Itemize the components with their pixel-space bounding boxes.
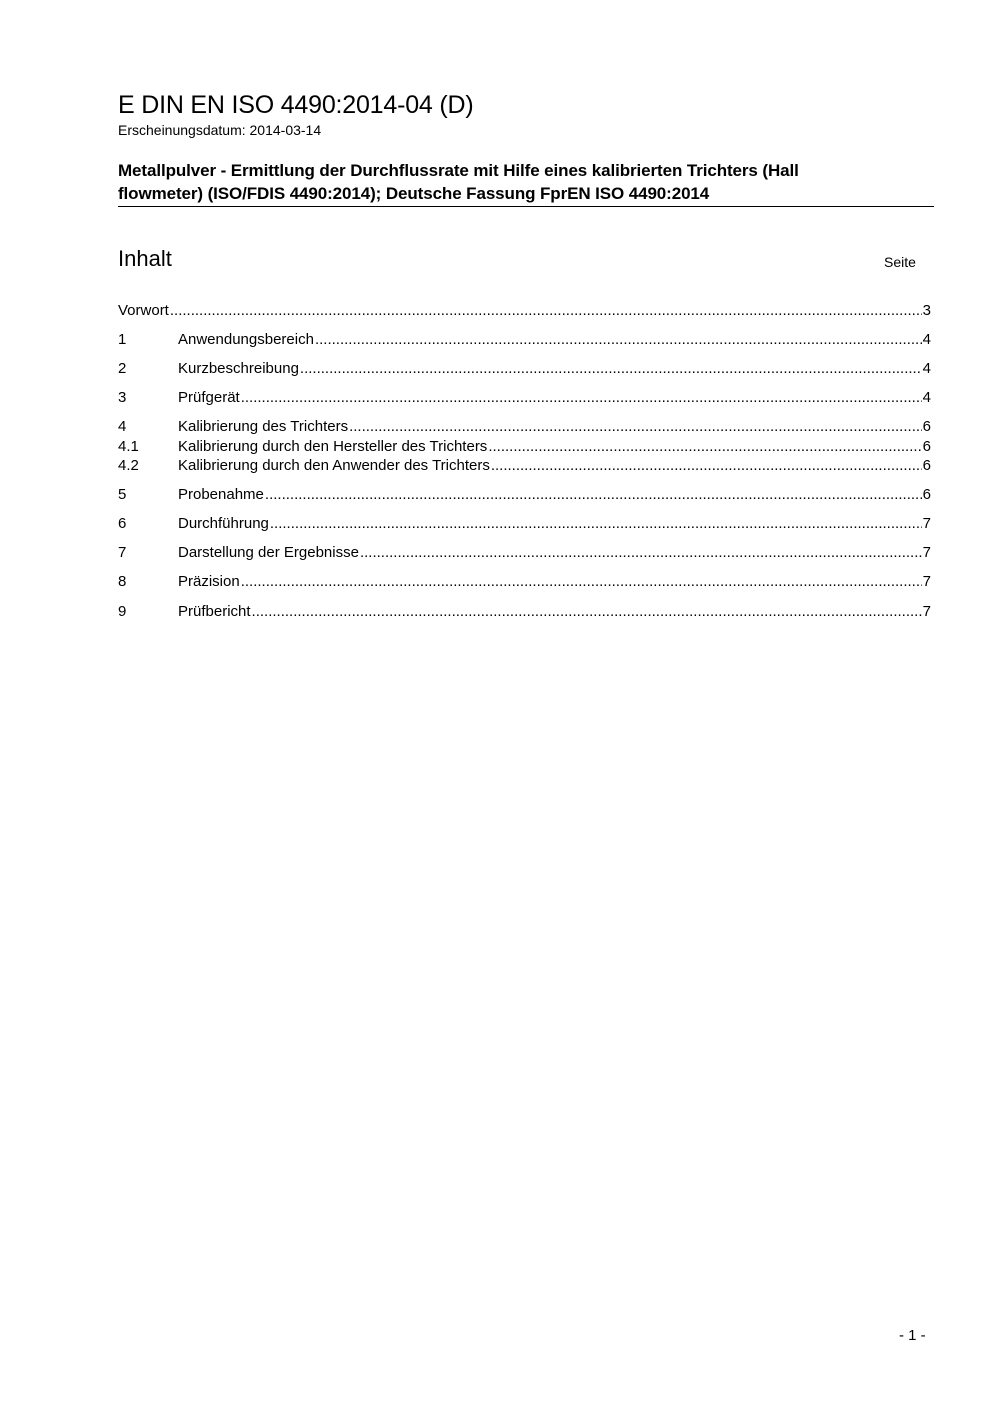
toc-dot-leader	[252, 602, 922, 621]
toc-entry-title: Prüfgerät	[178, 389, 240, 406]
toc-entry-3[interactable]	[118, 388, 931, 407]
toc-entry-page: 6	[922, 438, 931, 455]
toc-dot-leader	[349, 417, 922, 436]
toc-entry-9[interactable]	[118, 602, 931, 621]
toc-entry-number: 9	[118, 603, 127, 620]
toc-entry-1[interactable]	[118, 330, 931, 349]
toc-entry-page: 4	[922, 331, 931, 348]
toc-entry-page: 4	[922, 389, 931, 406]
toc-entry-page: 3	[922, 302, 931, 319]
toc-heading: Inhalt	[118, 246, 172, 271]
toc-entry-title: Vorwort	[118, 302, 169, 319]
toc-dot-leader	[315, 330, 922, 349]
toc-entry-4[interactable]	[118, 417, 931, 436]
document-subject	[118, 159, 934, 205]
toc-entry-page: 4	[922, 360, 931, 377]
toc-entry-number: 4.2	[118, 457, 139, 474]
toc-entry-number: 4.1	[118, 438, 139, 455]
toc-entry-title: Kalibrierung des Trichters	[178, 418, 349, 435]
toc-dot-leader	[170, 301, 922, 320]
toc-dot-leader	[241, 572, 922, 591]
toc-dot-leader	[270, 514, 922, 533]
toc-entry-vorwort[interactable]	[118, 301, 931, 320]
toc-dot-leader	[265, 485, 922, 504]
toc-entry-4-2[interactable]	[118, 456, 931, 475]
toc-dot-leader	[241, 388, 922, 407]
toc-entry-title: Prüfbericht	[178, 603, 251, 620]
toc-entry-title: Durchführung	[178, 515, 269, 532]
toc-entry-number: 1	[118, 331, 127, 348]
toc-entry-page: 7	[922, 603, 931, 620]
page-number: - 1 -	[899, 1327, 926, 1344]
subject-line-1: Metallpulver - Ermittlung der Durchflussrate mit Hilfe eines kalibrierten Trichters (Hall	[118, 161, 799, 180]
toc-dot-leader	[488, 437, 921, 456]
toc-entry-number: 4	[118, 418, 127, 435]
header-divider	[118, 206, 934, 207]
toc-entry-page: 7	[922, 544, 931, 561]
document-title: E DIN EN ISO 4490:2014-04 (D)	[118, 91, 474, 119]
publication-date: Erscheinungsdatum: 2014-03-14	[118, 122, 322, 138]
toc-entry-number: 6	[118, 515, 127, 532]
toc-page-column-label: Seite	[884, 254, 916, 270]
toc-entry-page: 7	[922, 515, 931, 532]
toc-entry-page: 6	[922, 418, 931, 435]
toc-entry-title: Kurzbeschreibung	[178, 360, 299, 377]
toc-entry-page: 6	[922, 486, 931, 503]
subject-line-2: flowmeter) (ISO/FDIS 4490:2014); Deutsche Fassung FprEN ISO 4490:2014	[118, 184, 710, 203]
toc-entry-number: 8	[118, 573, 127, 590]
toc-entry-page: 7	[922, 573, 931, 590]
toc-entry-2[interactable]	[118, 359, 931, 378]
toc-entry-7[interactable]	[118, 543, 931, 562]
toc-dot-leader	[360, 543, 922, 562]
toc-entry-page: 6	[922, 457, 931, 474]
toc-dot-leader	[300, 359, 922, 378]
toc-dot-leader	[491, 456, 922, 475]
toc-entry-6[interactable]	[118, 514, 931, 533]
toc-entry-number: 3	[118, 389, 127, 406]
toc-entry-title: Kalibrierung durch den Anwender des Trichters	[178, 457, 490, 474]
toc-entry-8[interactable]	[118, 572, 931, 591]
toc-entry-number: 2	[118, 360, 127, 377]
toc-entry-5[interactable]	[118, 485, 931, 504]
toc-entry-number: 5	[118, 486, 127, 503]
toc-entry-title: Probenahme	[178, 486, 264, 503]
toc-entry-title: Kalibrierung durch den Hersteller des Trichters	[178, 438, 488, 455]
toc-entry-number: 7	[118, 544, 127, 561]
toc-entry-title: Präzision	[178, 573, 240, 590]
toc-entry-title: Darstellung der Ergebnisse	[178, 544, 359, 561]
toc-entry-4-1[interactable]	[118, 437, 931, 456]
toc-entry-title: Anwendungsbereich	[178, 331, 314, 348]
